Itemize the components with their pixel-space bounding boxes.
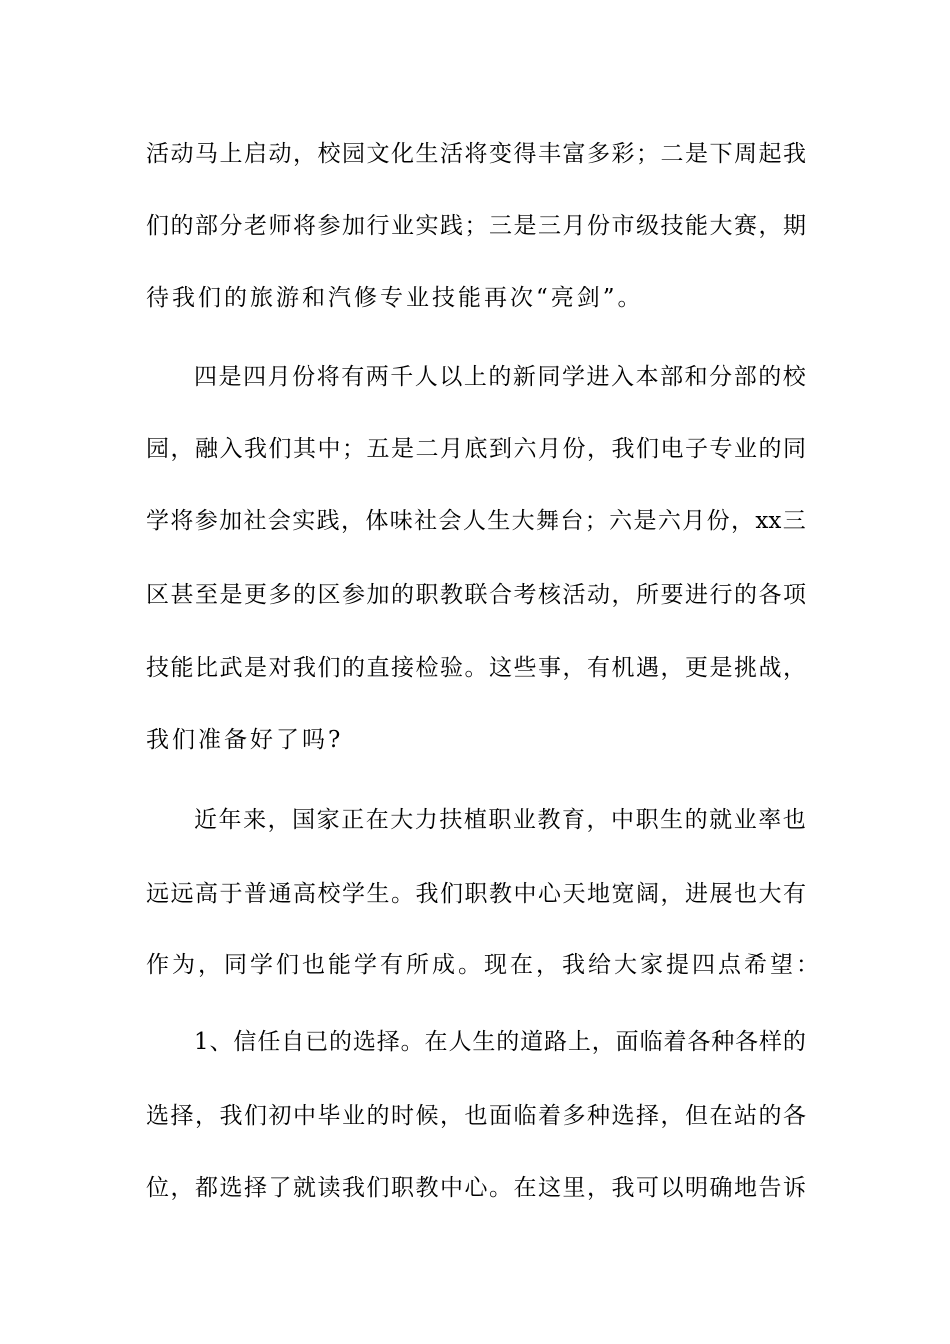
text-line: 位 ， 都 选 择 了 就 读 我 们 职 教 中 心 。 在 这 里 ， 我 可 以 明 确 地 告 诉 — [146, 1175, 806, 1201]
text-line: 我们准备好了吗? — [146, 727, 344, 753]
text-line: 技 能 比 武 是 对 我 们 的 直 接 检 验 。 这 些 事 ， 有 机 遇 ， 更 是 挑 战 ， — [146, 655, 806, 681]
text-line: 园 ， 融 入 我 们 其 中 ； 五 是 二 月 底 到 六 月 份 ， 我 们 电 子 专 业 的 同 — [146, 436, 806, 462]
text-line: 远 远 高 于 普 通 高 校 学 生 。 我 们 职 教 中 心 天 地 宽 阔 ， 进 展 也 大 有 — [146, 881, 806, 907]
text-line: 活 动 马 上 启 动 ， 校 园 文 化 生 活 将 变 得 丰 富 多 彩 ； 二 是 下 周 起 我 — [146, 141, 806, 167]
text-line: 近 年 来 ， 国 家 正 在 大 力 扶 植 职 业 教 育 ， 中 职 生 的 就 业 率 也 — [194, 807, 806, 833]
text-line: 选 择 ， 我 们 初 中 毕 业 的 时 候 ， 也 面 临 着 多 种 选 择 ， 但 在 站 的 各 — [146, 1103, 806, 1129]
text-line: 作为，同学们也能学有所成。现在，我给大家提四点希望： — [146, 952, 822, 978]
text-line: 们 的 部 分 老 师 将 参 加 行 业 实 践 ； 三 是 三 月 份 市 级 技 能 大 赛 ， 期 — [146, 213, 806, 239]
text-line: 学 将 参 加 社 会 实 践 ， 体 味 社 会 人 生 大 舞 台 ； 六 是 六 月 份 ， xx 三 — [146, 508, 806, 534]
text-line: 区 甚 至 是 更 多 的 区 参 加 的 职 教 联 合 考 核 活 动 ， 所 要 进 行 的 各 项 — [146, 582, 806, 608]
text-line: 四 是 四 月 份 将 有 两 千 人 以 上 的 新 同 学 进 入 本 部 和 分 部 的 校 — [194, 364, 806, 390]
text-line: 1 、 信 任 自 已 的 选 择 。 在 人 生 的 道 路 上 ， 面 临 着 各 种 各 样 的 — [194, 1029, 806, 1055]
text-line: 待我们的旅游和汽修专业技能再次“亮剑”。 — [146, 285, 644, 311]
